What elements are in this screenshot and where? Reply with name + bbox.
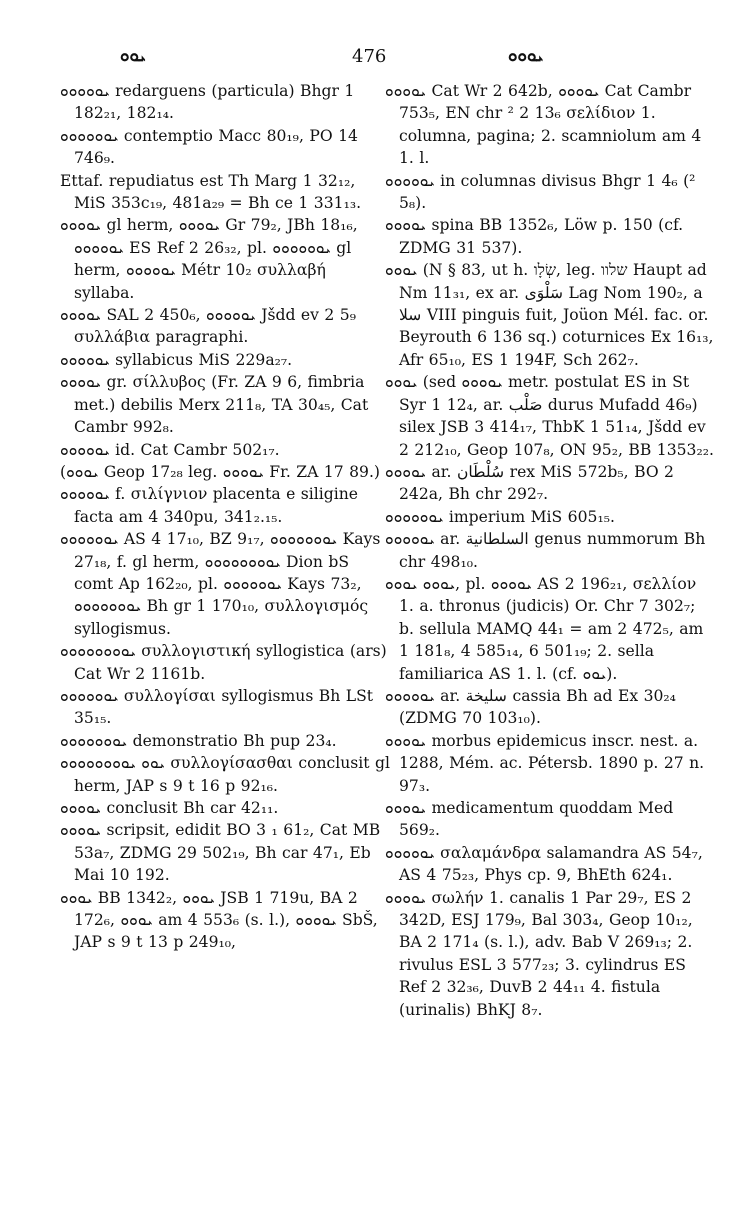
dictionary-entry: ܝܘܘܘܘ σωλήν 1. canalis 1 Par 29₇, ES 2 342D, ESJ 179₉, Bal 303₄, Geop 10₁₂, BA 2 171₄ (s. l.), adv. Bab V 269₁₃; 2. rivulus ESL 3 577₂₃; 3. cylindrus ES Ref 2 32₃₆, DuvB 2 44₁₁ 4. fistula (urinalis) BhKJ 8₇.: [385, 888, 693, 1019]
dictionary-entry: ܝܘܘܘܘܘ redarguens (particula) Bhgr 1 182₂₁, 182₁₄.: [60, 82, 355, 123]
dictionary-entry: ܝܘܘܘܘܘ f. σιλίγνιον placenta e siligine facta am 4 340pu, 341₂.₁₅.: [60, 485, 358, 526]
dictionary-entry: ܝܘܘܘܘܘ id. Cat Cambr 502₁₇.: [60, 440, 280, 459]
dictionary-entry: ܝܘܘܘܘܘ in columnas divisus Bhgr 1 4₆ (² 5₈).: [385, 171, 696, 213]
dictionary-entry: ܝܘܘ ܝܘܘܘܘܘܘܘܘ συλλογίσασθαι conclusit gl herm, JAP s 9 t 16 p 92₁₆.: [60, 754, 390, 795]
left-column: [60, 80, 390, 954]
dictionary-entry: ܝܘܘܘܘܘܘ AS 4 17₁₀, BZ 9₁₇, ܝܘܘܘܘܘܘܘ Kays 27₁₈, f. gl herm, ܝܘܘܘܘܘܘܘܘ Dion bS comt Ap 162₂₀, pl. ܝܘܘܘܘܘܘ Kays 73₂, ܝܘܘܘܘܘܘܘ Bh gr 1 170₁₀, συλλογισμός syllogismus.: [60, 530, 381, 638]
dictionary-entry: ܝܘܘܘܘܘܘ συλλογίσαι syllogismus Bh LSt 35₁₅.: [60, 686, 374, 728]
dictionary-entry: ܝܘܘܘܘܘ ar. سليخة cassia Bh ad Ex 30₂₄ (ZDMG 70 103₁₀).: [385, 686, 676, 728]
dictionary-entry: ܝܘܘܘܘܘܘܘܘ συλλογιστική syllogistica (ars) Cat Wr 2 1161b.: [60, 642, 387, 683]
dictionary-entry: ܝܘܘܘܘ morbus epidemicus inscr. nest. a. 1288, Mém. ac. Pétersb. 1890 p. 27 n. 97₃.: [385, 731, 705, 795]
dictionary-entry: ܝܘܘܘ (N § 83, ut h. שְׂלָו, leg. שלוו Haupt ad Nm 11₃₁, ex ar. سَلْوَى Lag Nom 190₂, a سلا VIII pinguis fuit, Joüon Mél. fac. or. Beyrouth 6 136 sq.) coturnices Ex 16₁₃, Afr 65₁₀, ES 1 194F, Sch 262₇.: [385, 261, 714, 369]
dictionary-entry: Ettaf. repudiatus est Th Marg 1 32₁₂, MiS 353c₁₉, 481a₂₉ = Bh ce 1 331₁₃.: [60, 171, 362, 213]
dictionary-entry: ܝܘܘܘܘܘ ar. السلطانية genus nummorum Bh chr 498₁₀.: [385, 530, 706, 571]
header-left-word: ܝܘܘ: [120, 46, 146, 66]
dictionary-entry: ܝܘܘܘܘ SAL 2 450₆, ܝܘܘܘܘܘ Jšdd ev 2 5₉ συλλάβια paragraphi.: [60, 306, 356, 347]
page-number: 476: [352, 46, 387, 67]
dictionary-entry: (ܝܘܘܘ Geop 17₂₈ leg. ܝܘܘܘܘ Fr. ZA 17 89.): [60, 462, 380, 481]
dictionary-entry: ܝܘܘܘܘ gl herm, ܝܘܘܘܘ Gr 79₂, JBh 18₁₆, ܝܘܘܘܘܘ ES Ref 2 26₃₂, pl. ܝܘܘܘܘܘܘ gl herm, ܝܘܘܘܘܘ Métr 10₂ συλλαβή syllaba.: [60, 216, 358, 302]
dictionary-entry: ܝܘܘܘܘ Cat Wr 2 642b, ܝܘܘܘܘ Cat Cambr 753₅, EN chr ² 2 13₆ σελίδιον 1. columna, pagina; 2. scamniolum am 4 1. l.: [385, 82, 702, 168]
dictionary-entry: ܝܘܘܘܘܘܘ imperium MiS 605₁₅.: [385, 507, 615, 526]
dictionary-entry: ܝܘܘܘ BB 1342₂, ܝܘܘܘ JSB 1 719u, BA 2 172₆, ܝܘܘܘ am 4 553₆ (s. l.), ܝܘܘܘܘ SbŠ, JAP s 9 t 13 p 249₁₀,: [60, 888, 378, 952]
dictionary-entry: ܝܘܘܘ ܝܘܘܘ, pl. ܝܘܘܘܘ AS 2 196₂₁, σελλίον 1. a. thronus (judicis) Or. Chr 7 302₇; b. sellula MAMQ 44₁ = am 2 472₅, am 1 181₈, 4 585₁₄, 6 501₁₉; 2. sella familiarica AS 1. l. (cf. ܝܘܘ).: [385, 574, 704, 683]
right-column: [385, 80, 715, 1021]
dictionary-entry: ܝܘܘܘܘ medicamentum quoddam Med 569₂.: [385, 799, 674, 840]
dictionary-entry: ܝܘܘܘܘܘ syllabicus MiS 229a₂₇.: [60, 350, 293, 369]
dictionary-entry: ܝܘܘܘܘ ar. سُلْطَان rex MiS 572b₅, BO 2 242a, Bh chr 292₇.: [385, 462, 674, 504]
dictionary-entry: ܝܘܘܘܘ spina BB 1352₆, Löw p. 150 (cf. ZDMG 31 537).: [385, 216, 684, 257]
dictionary-entry: ܝܘܘܘ (sed ܝܘܘܘܘ metr. postulat ES in St Syr 1 12₄, ar. صَلْب durus Mufadd 46₉) silex JSB 3 414₁₇, ThbK 1 51₁₄, Jšdd ev 2 212₁₀, Geop 107₈, ON 95₂, BB 1353₂₂.: [385, 373, 714, 459]
dictionary-entry: ܝܘܘܘܘܘܘܘ demonstratio Bh pup 23₄.: [60, 731, 337, 750]
dictionary-entry: ܝܘܘܘܘܘܘ contemptio Macc 80₁₉, PO 14 746₉.: [60, 126, 358, 168]
page-header: [0, 46, 750, 72]
dictionary-entry: ܝܘܘܘܘ conclusit Bh car 42₁₁.: [60, 799, 279, 817]
header-right-word: ܝܘܘܘ: [508, 46, 544, 66]
dictionary-entry: ܝܘܘܘܘܘ σαλαμάνδρα salamandra AS 54₇, AS 4 75₂₃, Phys cp. 9, BhEth 624₁.: [385, 843, 703, 885]
dictionary-entry: ܝܘܘܘܘ scripsit, edidit BO 3 ₁ 61₂, Cat MB 53a₇, ZDMG 29 502₁₉, Bh car 47₁, Eb Mai 10 192.: [60, 821, 381, 885]
dictionary-entry: ܝܘܘܘܘ gr. σίλλυβος (Fr. ZA 9 6, fimbria met.) debilis Merx 211₈, TA 30₄₅, Cat Cambr 992₈.: [60, 373, 369, 437]
